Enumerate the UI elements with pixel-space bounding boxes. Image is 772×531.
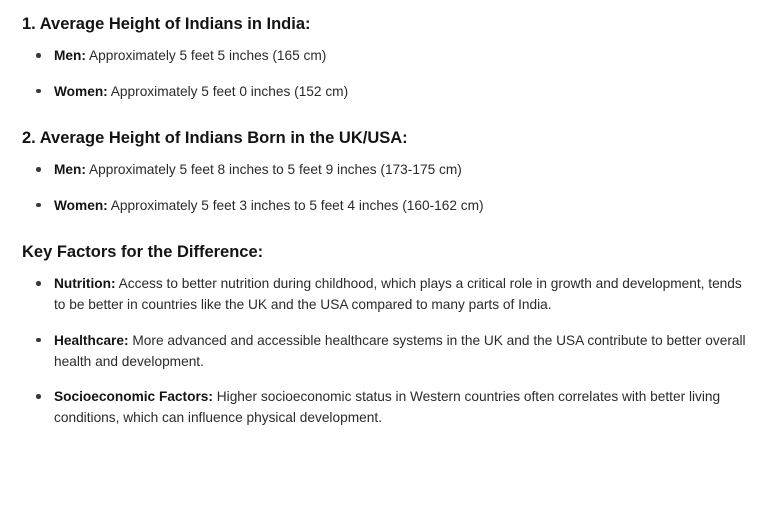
list-key-factors xyxy=(22,273,750,428)
section-heading-uk-usa: 2. Average Height of Indians Born in the UK/USA: xyxy=(22,128,408,147)
list-item xyxy=(22,386,750,428)
list-item-text: More advanced and accessible healthcare systems in the UK and the USA contribute to better overall health and development. xyxy=(54,332,746,369)
list-uk-usa-heights xyxy=(22,159,750,215)
section-heading-key-factors: Key Factors for the Difference: xyxy=(22,242,264,261)
list-india-heights xyxy=(22,45,750,101)
list-item-lead: Healthcare: xyxy=(54,332,129,348)
list-item xyxy=(22,330,750,372)
list-item xyxy=(22,273,750,315)
list-item xyxy=(22,195,750,216)
list-item-text: Approximately 5 feet 5 inches (165 cm) xyxy=(85,48,327,64)
list-item-lead: Men: xyxy=(54,162,86,178)
list-item xyxy=(22,81,750,102)
list-item-lead: Nutrition: xyxy=(54,276,116,292)
list-item-lead: Men: xyxy=(54,48,86,64)
list-item xyxy=(22,159,750,180)
list-item xyxy=(22,45,750,66)
list-item-lead: Women: xyxy=(54,83,108,99)
list-item-text: Approximately 5 feet 0 inches (152 cm) xyxy=(107,83,349,99)
list-item-lead: Socioeconomic Factors: xyxy=(54,389,213,405)
list-item-text: Approximately 5 feet 3 inches to 5 feet 4 inches (160-162 cm) xyxy=(107,197,484,213)
list-item-text: Higher socioeconomic status in Western countries often correlates with better living conditions, which can influence physical development. xyxy=(54,389,721,426)
list-item-text: Access to better nutrition during childhood, which plays a critical role in growth and development, tends to be better in countries like the UK and the USA compared to many parts of India. xyxy=(54,276,742,313)
section-heading-india: 1. Average Height of Indians in India: xyxy=(22,15,311,33)
list-item-text: Approximately 5 feet 8 inches to 5 feet 9 inches (173-175 cm) xyxy=(85,162,462,178)
list-item-lead: Women: xyxy=(54,197,108,213)
